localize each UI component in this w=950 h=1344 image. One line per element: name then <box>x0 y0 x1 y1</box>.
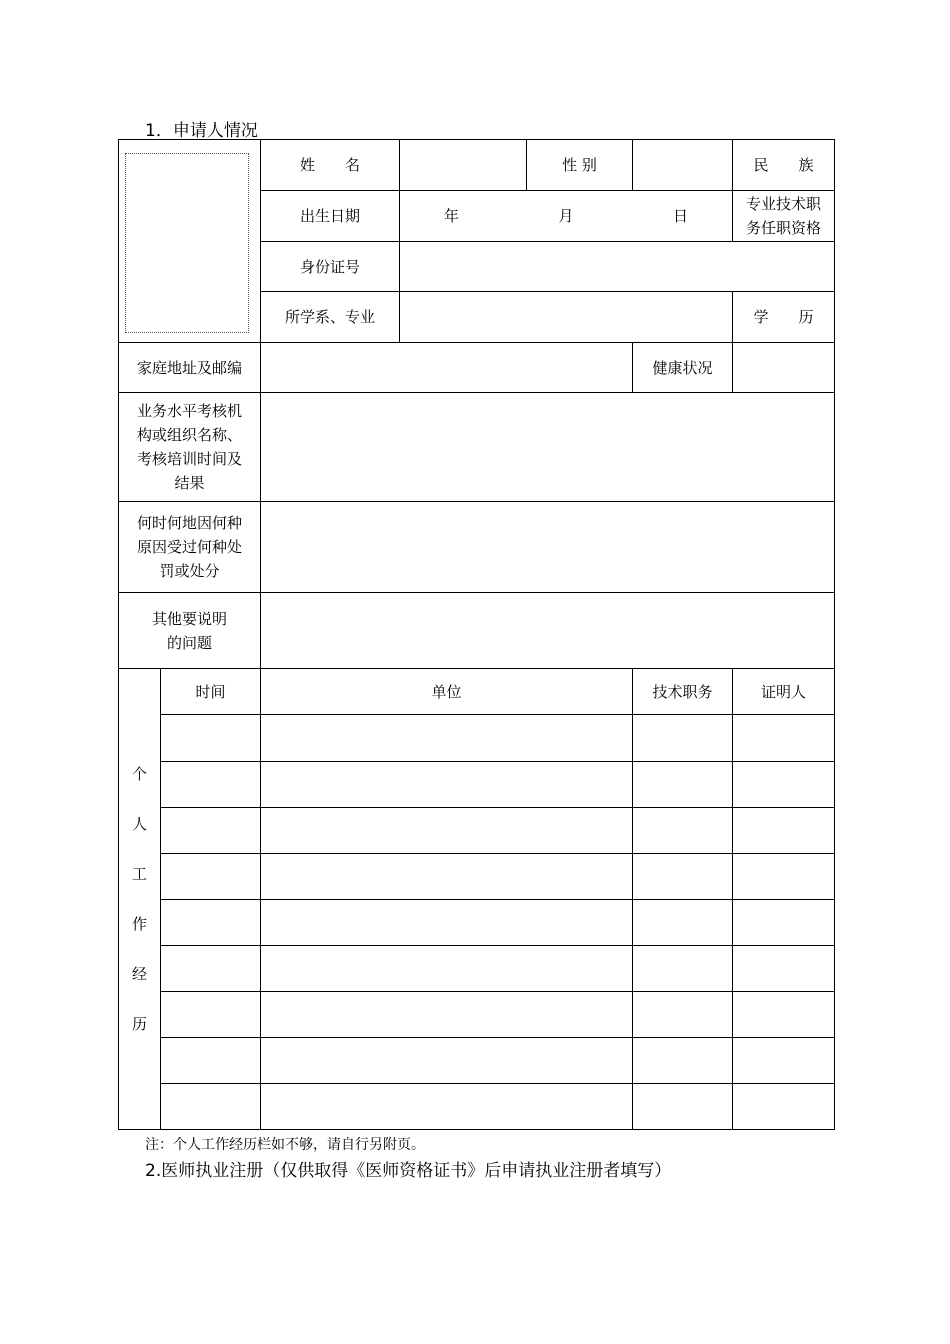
other-notes-label <box>119 593 261 669</box>
work-history-char: 工 <box>131 865 147 883</box>
work-unit-cell[interactable] <box>261 946 633 992</box>
work-position-cell[interactable] <box>633 1038 733 1084</box>
id-number-field[interactable] <box>400 242 835 292</box>
assessment-label <box>119 393 261 502</box>
work-witness-cell[interactable] <box>733 715 835 762</box>
work-row <box>119 1084 835 1130</box>
work-time-cell[interactable] <box>161 715 261 762</box>
photo-area[interactable] <box>119 140 261 343</box>
birth-day-label: 日 <box>672 207 688 225</box>
address-label: 家庭地址及邮编 <box>119 343 261 393</box>
work-history-note: 注：个人工作经历栏如不够，请自行另附页。 <box>145 1137 425 1153</box>
section-1-title: 1．申请人情况 <box>145 121 258 141</box>
work-time-cell[interactable] <box>161 900 261 946</box>
penalty-label-line-2: 原因受过何种处 <box>136 538 242 556</box>
work-position-cell[interactable] <box>633 992 733 1038</box>
work-row <box>119 992 835 1038</box>
other-notes-label-line-1: 其他要说明 <box>151 609 227 628</box>
work-history-char: 人 <box>131 815 147 833</box>
other-notes-field[interactable] <box>261 593 835 669</box>
work-unit-cell[interactable] <box>261 1084 633 1130</box>
professional-title-label-line-2: 务任职资格 <box>745 219 821 237</box>
work-witness-cell[interactable] <box>733 992 835 1038</box>
section-2-title: 2.医师执业注册（仅供取得《医师资格证书》后申请执业注册者填写） <box>145 1161 672 1181</box>
work-unit-header: 单位 <box>261 669 633 715</box>
work-time-cell[interactable] <box>161 1038 261 1084</box>
work-unit-cell[interactable] <box>261 808 633 854</box>
health-field[interactable] <box>733 343 835 393</box>
work-witness-cell[interactable] <box>733 946 835 992</box>
penalty-label-line-3: 罚或处分 <box>159 562 220 580</box>
gender-field[interactable] <box>633 140 733 191</box>
work-position-cell[interactable] <box>633 1084 733 1130</box>
work-time-cell[interactable] <box>161 854 261 900</box>
birth-month-label: 月 <box>558 207 574 225</box>
work-history-char: 作 <box>131 915 147 933</box>
assessment-field[interactable] <box>261 393 835 502</box>
work-row <box>119 854 835 900</box>
work-witness-cell[interactable] <box>733 1038 835 1084</box>
work-time-cell[interactable] <box>161 946 261 992</box>
work-position-cell[interactable] <box>633 808 733 854</box>
work-unit-cell[interactable] <box>261 854 633 900</box>
work-time-cell[interactable] <box>161 762 261 808</box>
assessment-label-line-2: 构或组织名称、 <box>136 426 242 444</box>
professional-title-label-line-1: 专业技术职 <box>745 195 821 213</box>
ethnicity-label: 民 族 <box>733 140 835 191</box>
birth-date-label: 出生日期 <box>261 191 400 242</box>
work-unit-cell[interactable] <box>261 992 633 1038</box>
work-position-cell[interactable] <box>633 900 733 946</box>
work-row <box>119 808 835 854</box>
work-witness-header: 证明人 <box>733 669 835 715</box>
work-row <box>119 715 835 762</box>
professional-title-label <box>733 191 835 242</box>
work-row <box>119 946 835 992</box>
work-position-cell[interactable] <box>633 854 733 900</box>
work-history-char: 历 <box>131 1015 147 1033</box>
name-field[interactable] <box>400 140 527 191</box>
work-time-cell[interactable] <box>161 992 261 1038</box>
gender-label: 性 别 <box>527 140 633 191</box>
birth-date-field[interactable] <box>400 191 733 242</box>
work-witness-cell[interactable] <box>733 854 835 900</box>
work-unit-cell[interactable] <box>261 715 633 762</box>
work-time-header: 时间 <box>161 669 261 715</box>
work-witness-cell[interactable] <box>733 808 835 854</box>
work-unit-cell[interactable] <box>261 762 633 808</box>
work-unit-cell[interactable] <box>261 900 633 946</box>
work-row <box>119 762 835 808</box>
work-position-cell[interactable] <box>633 946 733 992</box>
other-notes-label-line-2: 的问题 <box>166 633 212 652</box>
major-label: 所学系、专业 <box>261 292 400 343</box>
work-row <box>119 900 835 946</box>
assessment-label-line-3: 考核培训时间及 <box>136 450 242 468</box>
birth-year-label: 年 <box>444 207 460 225</box>
penalty-label-line-1: 何时何地因何种 <box>136 514 242 532</box>
work-witness-cell[interactable] <box>733 900 835 946</box>
penalty-label <box>119 502 261 593</box>
education-label: 学 历 <box>733 292 835 343</box>
work-history-char: 个 <box>131 765 147 783</box>
photo-placeholder[interactable] <box>125 153 249 333</box>
health-label: 健康状况 <box>633 343 733 393</box>
work-time-cell[interactable] <box>161 808 261 854</box>
work-position-cell[interactable] <box>633 715 733 762</box>
assessment-label-line-1: 业务水平考核机 <box>136 402 242 420</box>
work-witness-cell[interactable] <box>733 762 835 808</box>
work-history-label <box>119 669 161 1130</box>
name-label: 姓 名 <box>261 140 400 191</box>
work-unit-cell[interactable] <box>261 1038 633 1084</box>
work-time-cell[interactable] <box>161 1084 261 1130</box>
penalty-field[interactable] <box>261 502 835 593</box>
address-field[interactable] <box>261 343 633 393</box>
applicant-info-form <box>118 139 835 1130</box>
work-row <box>119 1038 835 1084</box>
work-history-char: 经 <box>131 965 147 983</box>
id-number-label: 身份证号 <box>261 242 400 292</box>
assessment-label-line-4: 结果 <box>174 474 205 492</box>
major-field[interactable] <box>400 292 733 343</box>
work-witness-cell[interactable] <box>733 1084 835 1130</box>
work-position-header: 技术职务 <box>633 669 733 715</box>
work-position-cell[interactable] <box>633 762 733 808</box>
